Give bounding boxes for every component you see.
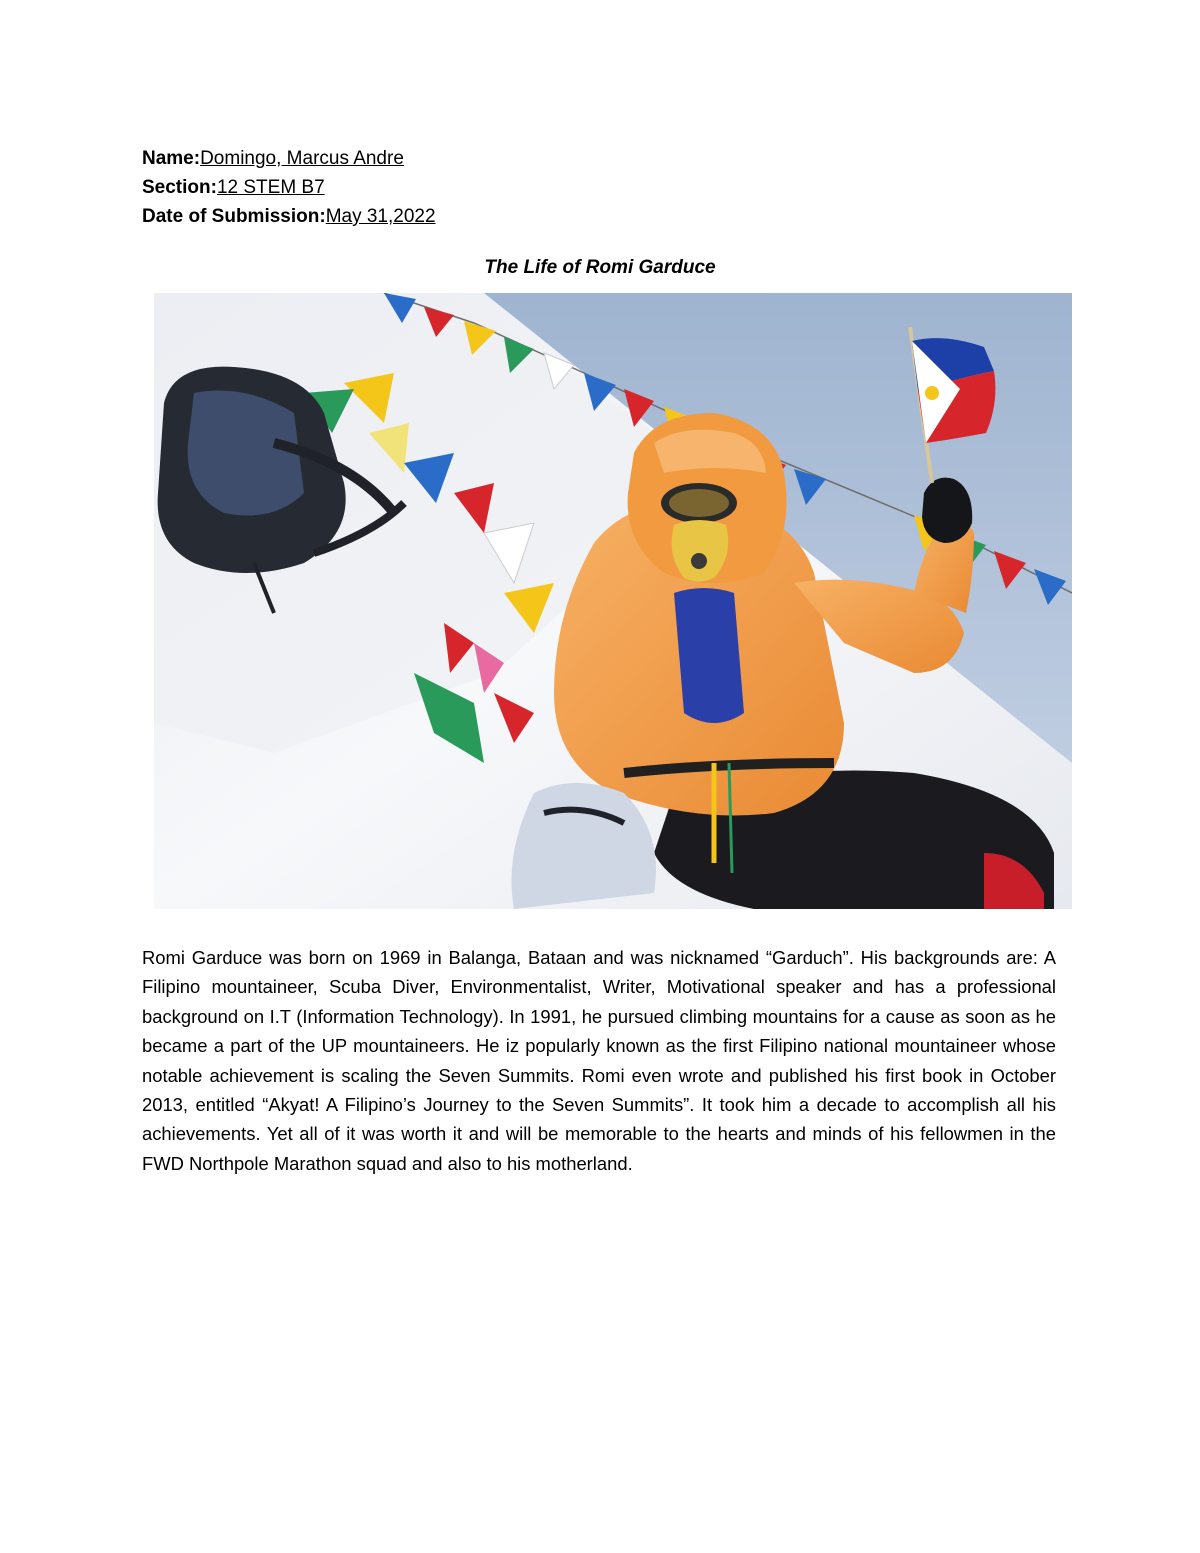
- climber-with-philippine-flag-photo: [154, 293, 1072, 909]
- body-paragraph: Romi Garduce was born on 1969 in Balanga, Bataan and was nicknamed “Garduch”. His backgrounds are: A Filipino mountaineer, Scuba Diver, Environmentalist, Writer, Motivational speaker and has a professional background on I.T (Information Technology). In 1991, he pursued climbing mountains for a cause as soon as he became a part of the UP mountaineers. He iz popularly known as the first Filipino national mountaineer whose notable achievement is scaling the Seven Summits. Romi even wrote and published his first book in October 2013, entitled “Akyat! A Filipino’s Journey to the Seven Summits”. It took him a decade to accomplish all his achievements. Yet all of it was worth it and will be memorable to the hearts and minds of his fellowmen in the FWD Northpole Marathon squad and also to his motherland.: [142, 947, 1056, 1174]
- section-row: [142, 173, 436, 202]
- date-value: May 31,2022: [325, 206, 436, 227]
- section-value: 12 STEM B7: [216, 177, 325, 198]
- date-label: Date of Submission:: [142, 206, 326, 227]
- section-label: Section:: [142, 177, 217, 198]
- name-value: Domingo, Marcus Andre: [200, 148, 404, 169]
- name-label: Name:: [142, 148, 201, 169]
- document-header: [142, 144, 436, 231]
- date-row: [142, 202, 436, 231]
- name-row: [142, 144, 436, 173]
- document-title: The Life of Romi Garduce: [484, 257, 716, 278]
